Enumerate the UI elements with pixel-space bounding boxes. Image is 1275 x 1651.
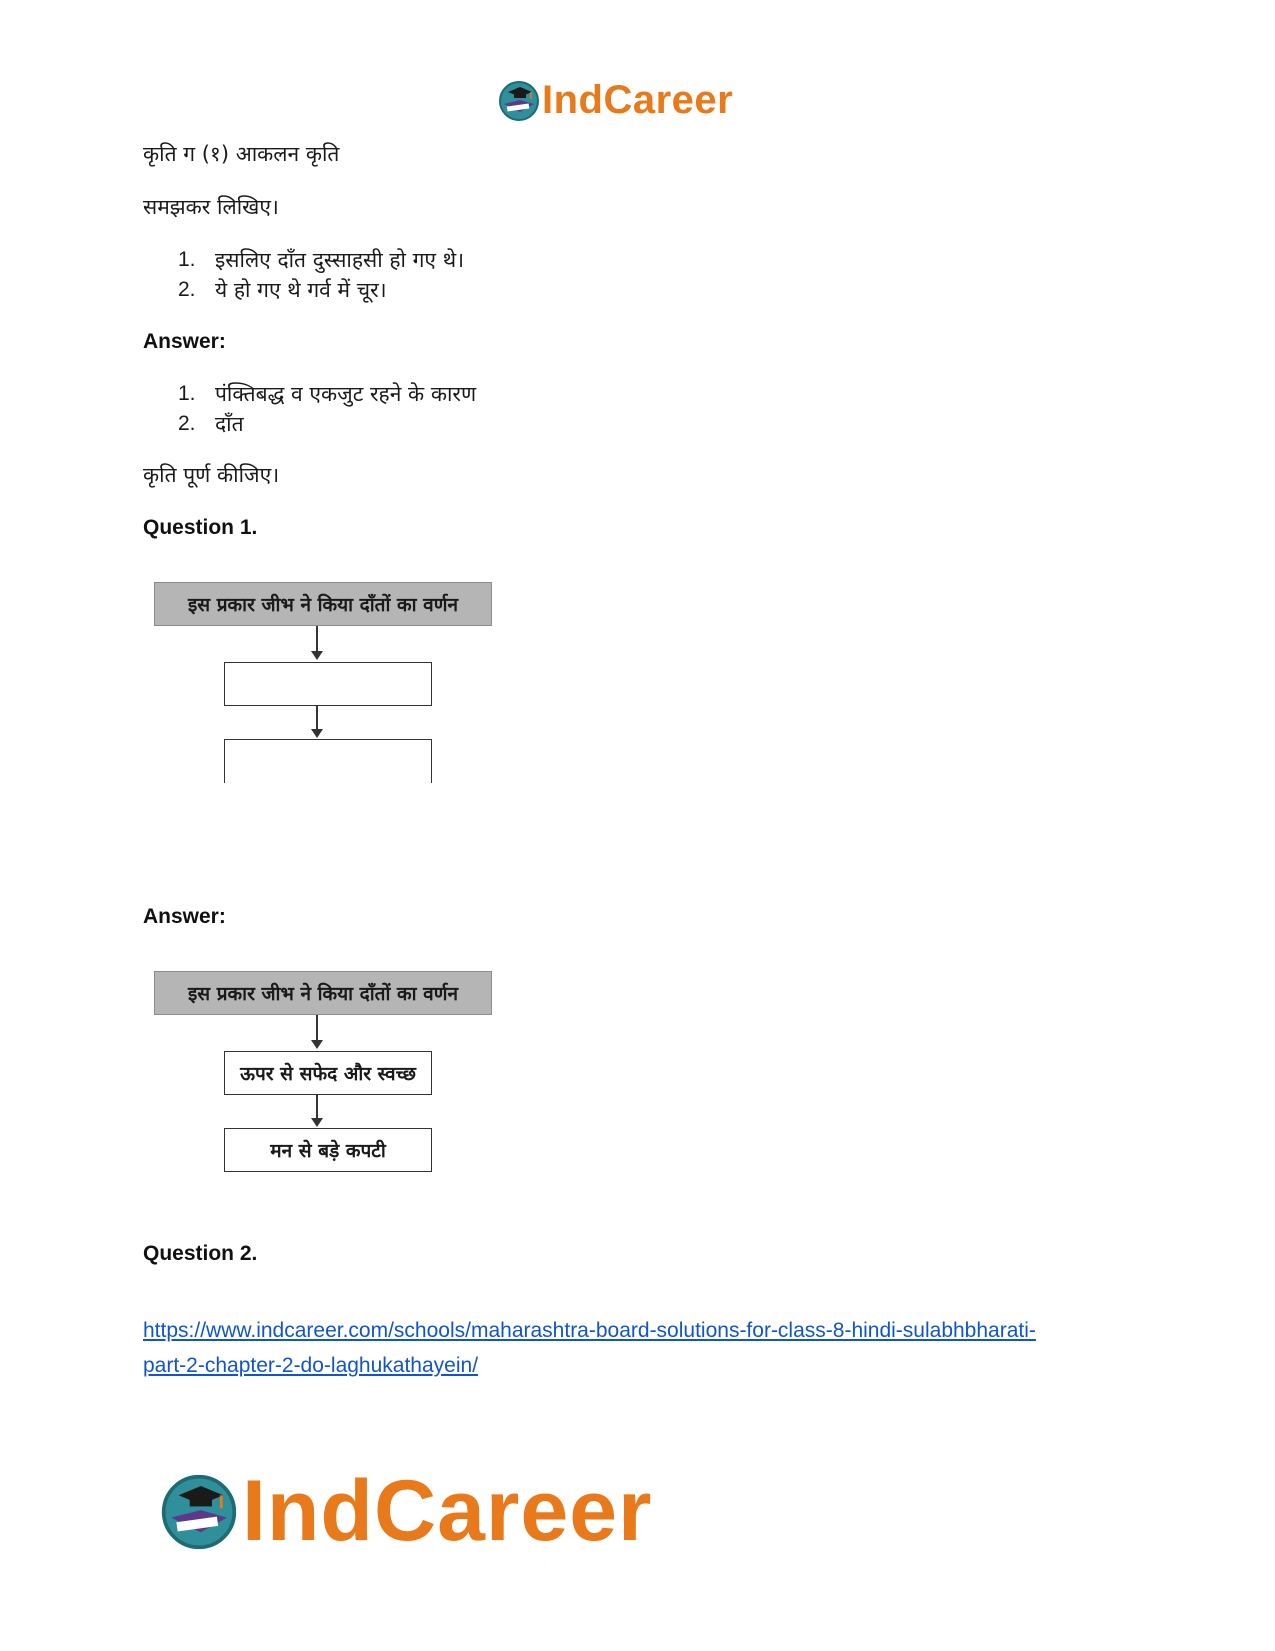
answer-label: Answer: <box>143 905 226 928</box>
flow-head: इस प्रकार जीभ ने किया दाँतों का वर्णन <box>154 582 492 626</box>
flow-box-2: मन से बड़े कपटी <box>224 1128 432 1172</box>
flow-head: इस प्रकार जीभ ने किया दाँतों का वर्णन <box>154 971 492 1015</box>
source-link-line-2[interactable]: part-2-chapter-2-do-laghukathayein/ <box>143 1354 479 1377</box>
logo-top <box>498 78 733 123</box>
list-item: 1. पंक्तिबद्ध व एकजुट रहने के कारण <box>178 382 477 406</box>
source-link-line-1[interactable]: https://www.indcareer.com/schools/maharashtra-board-solutions-for-class-8-hindi-sulabhbharati- <box>143 1319 1036 1342</box>
flow-box-2 <box>224 739 432 783</box>
question-2-label: Question 2. <box>143 1242 258 1265</box>
list-item: 2. ये हो गए थे गर्व में चूर। <box>178 278 387 302</box>
arrow-down-icon <box>316 1015 318 1047</box>
logo-bottom <box>160 1462 653 1561</box>
graduation-cap-book-globe-icon <box>498 80 540 122</box>
instruction-complete: कृति पूर्ण कीजिए। <box>143 463 280 487</box>
graduation-cap-book-globe-icon <box>160 1473 238 1551</box>
brand-name: IndCareer <box>542 78 734 122</box>
flow-diagram-answer <box>150 961 495 1181</box>
question-1-label: Question 1. <box>143 516 258 539</box>
answers-list <box>178 379 476 439</box>
source-link[interactable] <box>143 1313 1143 1383</box>
brand-name: IndCareer <box>242 1463 653 1559</box>
flow-diagram-question <box>150 572 495 792</box>
list-item: 2. दाँत <box>178 412 244 436</box>
questions-list <box>178 245 464 305</box>
section-heading: कृति ग (१) आकलन कृति <box>143 142 340 166</box>
arrow-down-icon <box>316 1095 318 1125</box>
arrow-down-icon <box>316 626 318 658</box>
flow-box-1 <box>224 662 432 706</box>
flow-box-1: ऊपर से सफेद और स्वच्छ <box>224 1051 432 1095</box>
arrow-down-icon <box>316 706 318 736</box>
instruction-understand-write: समझकर लिखिए। <box>143 195 279 219</box>
answer-label: Answer: <box>143 330 226 353</box>
list-item: 1. इसलिए दाँत दुस्साहसी हो गए थे। <box>178 248 465 272</box>
